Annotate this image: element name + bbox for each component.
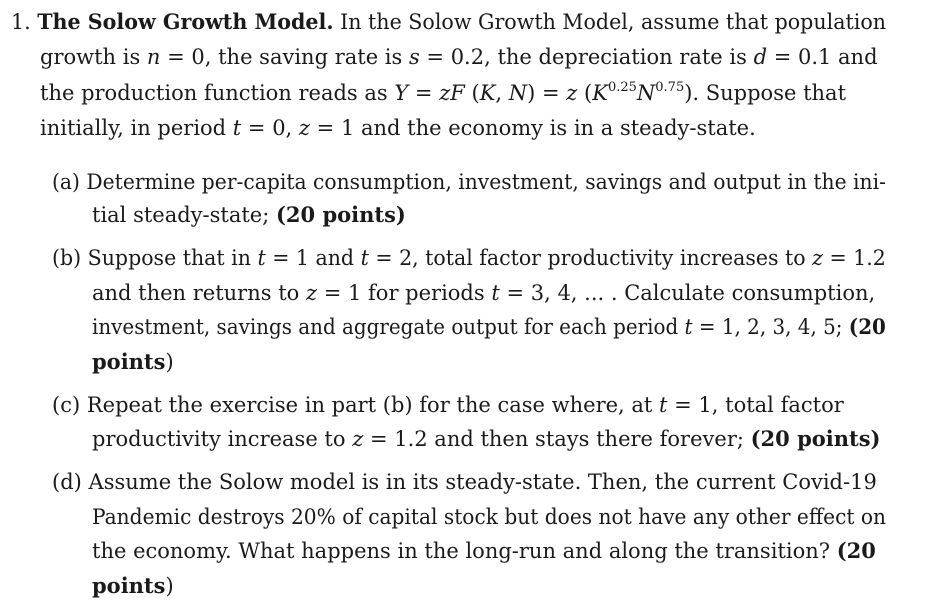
part-d-line-4: points) <box>92 573 174 598</box>
intro-line-3: the production function reads as Y = zF (K, N) = z $(K^{0.25}N^{0.75})$. Suppose that <box>40 80 847 105</box>
part-c-line-1: (c) Repeat the exercise in part (b) for the case where, at t = 1, total factor <box>52 393 844 417</box>
part-d-label: (d) <box>52 470 82 494</box>
part-b-points-close: points <box>92 349 166 374</box>
question-number: 1. <box>11 10 31 34</box>
exponent-capital: 0.25 <box>607 80 637 95</box>
part-b-line-4: points) <box>92 349 174 374</box>
part-b-line-1: (b) Suppose that in t = 1 and t = 2, total factor productivity increases to z = 1.2 <box>52 246 886 270</box>
part-d-line-2: Pandemic destroys 20% of capital stock but does not have any other effect on <box>92 505 887 529</box>
part-b-points-open: (20 <box>848 314 886 339</box>
intro-line-1: 1. The Solow Growth Model. In the Solow Growth Model, assume that population <box>11 9 887 34</box>
part-d-line-3: the economy. What happens in the long-run and along the transition? (20 <box>92 538 876 563</box>
part-c-points: (20 points) <box>750 426 881 451</box>
part-a-label: (a) <box>52 170 80 194</box>
part-b-line-3: investment, savings and aggregate output for each period t = 1, 2, 3, 4, 5; (20 <box>92 314 886 339</box>
question-title: The Solow Growth Model. <box>37 9 334 34</box>
part-b-line-2: and then returns to z = 1 for periods t = 3, 4, ... . Calculate consumption, <box>92 281 876 305</box>
part-d-line-1: (d) Assume the Solow model is in its steady-state. Then, the current Covid-19 <box>52 470 877 494</box>
part-a-points: (20 points) <box>276 202 406 227</box>
part-b-label: (b) <box>52 246 82 270</box>
part-d-points-open: (20 <box>836 538 876 563</box>
part-c-line-2: productivity increase to z = 1.2 and then stays there forever; (20 points) <box>92 426 881 451</box>
part-d-points-close: points <box>92 573 166 598</box>
exponent-labor: 0.75 <box>655 80 685 95</box>
part-c-label: (c) <box>52 393 81 417</box>
intro-line-4: initially, in period t = 0, z = 1 and the economy is in a steady-state. <box>40 116 756 140</box>
part-a-line-1: (a) Determine per-capita consumption, investment, savings and output in the ini- <box>52 170 886 194</box>
intro-line-2: growth is n = 0, the saving rate is s = 0.2, the depreciation rate is d = 0.1 and <box>40 45 878 69</box>
part-a-line-2: tial steady-state; (20 points) <box>92 202 406 227</box>
